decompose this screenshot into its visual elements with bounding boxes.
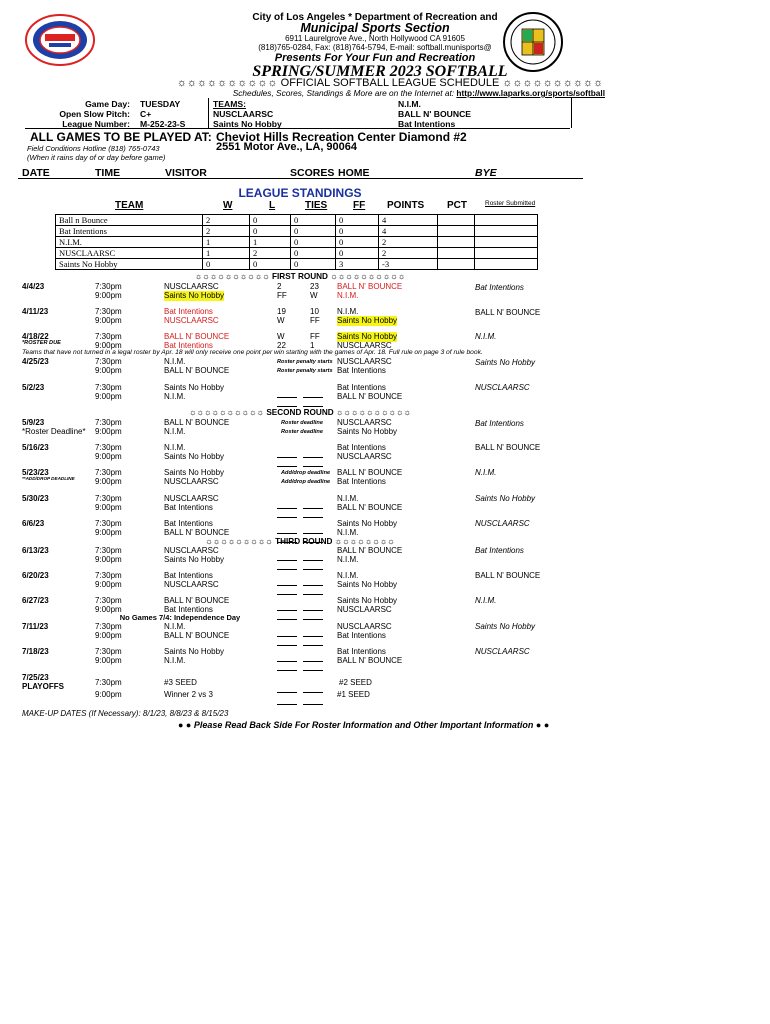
game-date: 5/30/23 [22,494,49,503]
visitor-team: N.I.M. [164,443,186,452]
bye-team: Saints No Hobby [475,622,536,631]
bye-team: Bat Intentions [475,419,524,428]
game-date: 7/18/23 [22,647,49,656]
home-team: Saints No Hobby [337,316,398,325]
rain-note: (When it rains day of or day before game) [27,153,166,162]
game-date: 4/18/22 [22,332,49,341]
ties-cell: 0 [291,215,336,226]
home-team: N.I.M. [337,555,359,564]
visitor-team: Saints No Hobby [164,383,225,392]
standings-head-w: W [223,200,233,211]
home-team: BALL N' BOUNCE [337,503,403,512]
visitor-team: N.I.M. [164,357,186,366]
standings-table [55,200,550,270]
standings-head-ff: FF [353,200,366,211]
game-time: 7:30pm [95,647,122,656]
l-cell: 1 [250,237,291,248]
points-cell: 4 [379,226,438,237]
w-cell: 2 [203,215,250,226]
ff-cell: 0 [336,215,379,226]
visitor-team: Saints No Hobby [164,452,225,461]
game-date: 5/9/23 [22,418,45,427]
game-time: 9:00pm [95,291,122,300]
pitch-label: Open Slow Pitch: [59,109,130,119]
visitor-team: BALL N' BOUNCE [164,596,230,605]
ff-cell: 3 [336,259,379,270]
home-team: BALL N' BOUNCE [337,656,403,665]
game-time: 7:30pm [95,332,122,341]
ties-cell: 0 [291,248,336,259]
home-team: Saints No Hobby [337,580,398,589]
points-cell: 4 [379,215,438,226]
l-cell: 0 [250,215,291,226]
visitor-team: Saints No Hobby [164,468,225,477]
l-cell: 2 [250,248,291,259]
game-time: 9:00pm [95,366,122,375]
ties-cell: 0 [291,226,336,237]
home-team: Saints No Hobby [337,519,398,528]
roster-submitted-head: Roster Submitted [485,200,536,207]
pct-cell [438,237,475,248]
dept-line: City of Los Angeles * Department of Recreation and [252,12,498,23]
home-team: N.I.M. [337,528,359,537]
game-time: 9:00pm [95,503,122,512]
add-drop-deadline: Add/drop deadline [281,470,331,476]
team-cell: NUSCLAARSC [56,248,203,259]
home-team: Bat Intentions [337,443,386,452]
table-row [56,248,538,259]
ff-cell: 0 [336,248,379,259]
home-team: BALL N' BOUNCE [337,468,403,477]
team-entry: Bat Intentions [398,119,456,129]
roster-cell [475,259,538,270]
team-cell: Ball n Bounce [56,215,203,226]
home-team: NUSCLAARSC [337,605,392,614]
visitor-team: BALL N' BOUNCE [164,332,230,341]
team-cell: Saints No Hobby [56,259,203,270]
game-date: 7/25/23 [22,673,49,682]
score-blanks [277,658,329,676]
points-cell: -3 [379,259,438,270]
home-team: N.I.M. [337,291,359,300]
standings-grid [55,214,538,270]
internet-note-text: Schedules, Scores, Standings & More are on the Internet at: [232,88,455,98]
col-time: TIME [95,167,121,179]
bye-team: N.I.M. [475,596,497,605]
home-team: BALL N' BOUNCE [337,392,403,401]
visitor-team: NUSCLAARSC [164,477,219,486]
game-time: 7:30pm [95,546,122,555]
game-time: 9:00pm [95,580,122,589]
game-date: 4/25/23 [22,357,49,366]
game-time: 9:00pm [95,427,122,436]
game-time: 9:00pm [95,555,122,564]
visitor-team: Bat Intentions [164,519,213,528]
game-time: 9:00pm [95,452,122,461]
venue-address: 2551 Motor Ave., LA, 90064 [216,141,358,153]
contact-line: (818)765-0284, Fax: (818)764-5794, E-mail: softball.munisports@ [258,43,492,52]
visitor-team: Bat Intentions [164,503,213,512]
game-time: 9:00pm [95,341,122,350]
game-time: 9:00pm [95,392,122,401]
team-entry: Saints No Hobby [213,119,282,129]
team-entry: BALL N' BOUNCE [398,109,472,119]
col-home: HOME [338,167,370,179]
home-team: BALL N' BOUNCE [337,546,403,555]
subtitle: ☼☼☼☼☼☼☼☼☼☼ OFFICIAL SOFTBALL LEAGUE SCHEDULE ☼☼☼☼☼☼☼☼☼☼ [176,77,604,89]
points-cell: 2 [379,237,438,248]
roster-cell [475,226,538,237]
home-team: NUSCLAARSC [337,452,392,461]
game-time: 7:30pm [95,622,122,631]
league-label: League Number: [62,119,130,129]
standings-head-pct: PCT [447,200,467,211]
home-team: #2 SEED [339,678,372,687]
l-cell: 0 [250,226,291,237]
game-time: 7:30pm [95,494,122,503]
pct-cell [438,215,475,226]
visitor-team: BALL N' BOUNCE [164,418,230,427]
home-team: N.I.M. [337,494,359,503]
game-time: 9:00pm [95,528,122,537]
add-drop-note: **ADD/DROP DEADLINE [22,476,75,481]
roster-due-note: *ROSTER DUE [22,340,61,346]
standings-head-team: TEAM [115,200,144,211]
col-scores: SCORES [290,167,335,179]
home-team: Saints No Hobby [337,332,398,341]
pct-cell [438,248,475,259]
game-day-label: Game Day: [85,99,130,109]
pct-cell [438,226,475,237]
l-cell: 0 [250,259,291,270]
game-date: 4/11/23 [22,307,49,316]
home-team: NUSCLAARSC [337,622,392,631]
points-cell: 2 [379,248,438,259]
game-time: 9:00pm [95,656,122,665]
bye-team: NUSCLAARSC [475,519,530,528]
municipal-sports-logo [25,14,95,66]
add-drop-deadline: Add/drop deadline [281,479,331,485]
bye-team: BALL N' BOUNCE [475,443,541,452]
bye-team: Saints No Hobby [475,494,536,503]
bye-team: N.I.M. [475,468,497,477]
deadline-note: Roster deadline [281,429,323,435]
home-score: 23 [310,282,319,291]
visitor-team: NUSCLAARSC [164,316,219,325]
standings-head-ties: TIES [305,200,328,211]
score-blanks [277,607,329,625]
visitor-team: N.I.M. [164,622,186,631]
game-date: 6/20/23 [22,571,49,580]
game-date: 5/23/23 [22,468,49,477]
team-cell: N.I.M. [56,237,203,248]
roster-cell [475,237,538,248]
visitor-team: NUSCLAARSC [164,282,219,291]
first-round-heading: ☼☼☼☼☼☼☼☼☼☼ FIRST ROUND ☼☼☼☼☼☼☼☼☼☼ [194,272,406,281]
table-row [56,259,538,270]
w-cell: 1 [203,248,250,259]
hotline: Field Conditions Hotline (818) 765-0743 [27,144,160,153]
visitor-team: #3 SEED [164,678,197,687]
roster-cell [475,215,538,226]
pct-cell [438,259,475,270]
game-time: 7:30pm [95,596,122,605]
team-entry: NUSCLAARSC [213,109,274,119]
w-cell: 0 [203,259,250,270]
game-time: 7:30pm [95,519,122,528]
team-entry: N.I.M. [398,99,421,109]
home-score: 1 [310,341,315,350]
all-games-label: ALL GAMES TO BE PLAYED AT: [30,130,212,144]
game-time: 7:30pm [95,357,122,366]
table-row [56,237,538,248]
standings-head-points: POINTS [387,200,425,211]
table-row [56,215,538,226]
table-row [56,226,538,237]
ff-cell: 0 [336,237,379,248]
bye-team: NUSCLAARSC [475,383,530,392]
visitor-team: Bat Intentions [164,571,213,580]
visitor-team: Saints No Hobby [164,647,225,656]
game-time: 9:00pm [95,631,122,640]
standings-title: LEAGUE STANDINGS [238,186,362,200]
presents-line: Presents For Your Fun and Recreation [274,52,476,64]
game-time: 7:30pm [95,571,122,580]
game-time: 7:30pm [95,443,122,452]
home-team: Saints No Hobby [337,596,398,605]
game-date: 7/11/23 [22,622,49,631]
penalty-note: Roster penalty starts [277,368,333,374]
ties-cell: 0 [291,259,336,270]
standings-head-l: L [269,200,276,211]
bye-team: N.I.M. [475,332,497,341]
game-date: 5/16/23 [22,443,49,452]
visitor-team: N.I.M. [164,392,186,401]
home-score: FF [310,332,320,341]
w-cell: 2 [203,226,250,237]
page-title: SPRING/SUMMER 2023 SOFTBALL [252,63,508,80]
visitor-score: 22 [277,341,286,350]
ties-cell: 0 [291,237,336,248]
roster-rule-note: Teams that have not turned in a legal roster by Apr. 18 will only receive one point per win starting with the games of Apr. 18. Full rule on page 3 of rule book. [22,349,483,356]
roster-cell [475,248,538,259]
game-time: 7:30pm [95,383,122,392]
col-bye: BYE [475,167,497,179]
home-team: N.I.M. [337,571,359,580]
bye-team: NUSCLAARSC [475,647,530,656]
game-time: 9:00pm [95,690,122,699]
visitor-team: N.I.M. [164,656,186,665]
visitor-score: W [277,316,285,325]
visitor-team: Bat Intentions [164,307,213,316]
home-team: NUSCLAARSC [337,341,392,350]
visitor-team: NUSCLAARSC [164,580,219,589]
bye-team: BALL N' BOUNCE [475,308,541,317]
visitor-team: BALL N' BOUNCE [164,631,230,640]
section-name: Municipal Sports Section [300,21,450,35]
game-time: 7:30pm [95,678,122,687]
game-date: 4/4/23 [22,282,45,291]
visitor-team: BALL N' BOUNCE [164,528,230,537]
visitor-score: 19 [277,307,286,316]
score-blanks [277,692,329,710]
home-team: Bat Intentions [337,477,386,486]
visitor-score: FF [277,291,287,300]
home-team: Bat Intentions [337,366,386,375]
visitor-team: NUSCLAARSC [164,546,219,555]
game-date: 6/27/23 [22,596,49,605]
home-team: BALL N' BOUNCE [337,282,403,291]
home-team: Bat Intentions [337,647,386,656]
game-time: 7:30pm [95,418,122,427]
bye-team: BALL N' BOUNCE [475,571,541,580]
visitor-score: 2 [277,282,282,291]
game-time: 7:30pm [95,468,122,477]
visitor-team: Winner 2 vs 3 [164,690,213,699]
penalty-note: Roster penalty starts [277,359,333,365]
visitor-team: Bat Intentions [164,605,213,614]
read-back-note: ● ● Please Read Back Side For Roster Information and Other Important Information ● ● [178,720,550,730]
home-score: W [310,291,318,300]
game-time: 7:30pm [95,307,122,316]
bye-team: Saints No Hobby [475,358,536,367]
game-date: 6/13/23 [22,546,49,555]
game-time: 9:00pm [95,316,122,325]
divider [25,128,570,129]
home-score: FF [310,316,320,325]
game-time: 9:00pm [95,477,122,486]
home-team: Bat Intentions [337,631,386,640]
home-score: 10 [310,307,319,316]
third-round-heading: ☼☼☼☼☼☼☼☼☼ THIRD ROUND ☼☼☼☼☼☼☼☼ [205,537,395,546]
col-visitor: VISITOR [165,167,207,179]
bye-team: Bat Intentions [475,283,524,292]
second-round-heading: ☼☼☼☼☼☼☼☼☼☼ SECOND ROUND ☼☼☼☼☼☼☼☼☼☼ [189,408,411,417]
home-team: #1 SEED [337,690,370,699]
team-cell: Bat Intentions [56,226,203,237]
col-date: DATE [22,167,50,179]
playoffs-label: PLAYOFFS [22,682,64,691]
teams-label: TEAMS: [213,99,246,109]
makeup-dates: MAKE-UP DATES (If Necessary): 8/1/23, 8/8/23 & 8/15/23 [22,709,229,718]
address-line: 6911 Laurelgrove Ave., North Hollywood CA 91605 [285,34,465,43]
no-games-note: No Games 7/4: Independence Day [119,613,241,622]
game-date: 6/6/23 [22,519,45,528]
game-day-value: TUESDAY [140,99,181,109]
deadline-note: Roster deadline [281,420,323,426]
home-team: Saints No Hobby [337,427,398,436]
w-cell: 1 [203,237,250,248]
game-time: 7:30pm [95,282,122,291]
pitch-value: C+ [140,109,152,119]
venue-name: Cheviot Hills Recreation Center Diamond #2 [216,130,467,144]
home-team: NUSCLAARSC [337,418,392,427]
internet-note [165,88,605,98]
home-team: Bat Intentions [337,383,386,392]
website-link[interactable]: http://www.laparks.org/sports/softball [456,88,605,98]
visitor-team: Bat Intentions [164,341,213,350]
home-team: NUSCLAARSC [337,357,392,366]
visitor-team: BALL N' BOUNCE [164,366,230,375]
ff-cell: 0 [336,226,379,237]
game-date: 5/2/23 [22,383,45,392]
visitor-team: N.I.M. [164,427,186,436]
roster-deadline-note: *Roster Deadline* [22,427,86,436]
league-value: M-252-23-S [140,119,186,129]
home-team: N.I.M. [337,307,359,316]
game-time: 9:00pm [95,605,122,614]
visitor-team: Saints No Hobby [164,291,225,300]
visitor-score: W [277,332,285,341]
visitor-team: Saints No Hobby [164,555,225,564]
bye-team: Bat Intentions [475,546,524,555]
divider [18,178,583,179]
visitor-team: NUSCLAARSC [164,494,219,503]
